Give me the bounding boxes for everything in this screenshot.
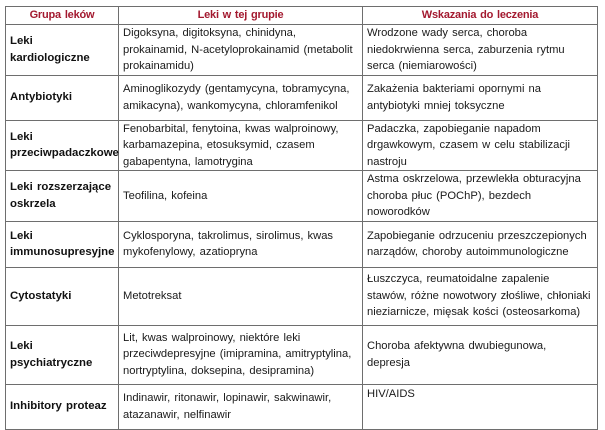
cell-group: Inhibitory proteaz [6, 384, 119, 429]
table-row [6, 325, 598, 384]
table-header [6, 7, 598, 25]
table-row [6, 384, 598, 429]
cell-drugs: Indinawir, ritonawir, lopinawir, sakwinawir, atazanawir, nelfinawir [119, 384, 363, 429]
cell-drugs: Metotreksat [119, 267, 363, 325]
table-row [6, 120, 598, 171]
cell-group: Antybiotyki [6, 75, 119, 120]
cell-drugs: Digoksyna, digitoksyna, chinidyna, prokainamid, N-acetyloprokainamid (metabolit prokainamidu) [119, 25, 363, 76]
cell-group: Leki rozszerzające oskrzela [6, 171, 119, 222]
header-drug-group: Grupa leków [6, 7, 119, 25]
cell-drugs: Lit, kwas walproinowy, niektóre leki przeciwdepresyjne (imipramina, amitryptylina, nortryptylina, doksepina, desipramina) [119, 325, 363, 384]
table-row [6, 171, 598, 222]
cell-indications: HIV/AIDS [363, 384, 598, 429]
cell-group: Leki kardiologiczne [6, 25, 119, 76]
cell-drugs: Teofilina, kofeina [119, 171, 363, 222]
cell-group: Leki immunosupresyjne [6, 221, 119, 267]
table-row [6, 221, 598, 267]
cell-indications: Zakażenia bakteriami opornymi na antybiotyki mniej toksyczne [363, 75, 598, 120]
table-row [6, 25, 598, 76]
cell-indications: Padaczka, zapobieganie napadom drgawkowym, czasem w celu stabilizacji nastroju [363, 120, 598, 171]
header-row [6, 7, 598, 25]
cell-group: Leki psychiatryczne [6, 325, 119, 384]
cell-indications: Astma oskrzelowa, przewlekła obturacyjna choroba płuc (POChP), bezdech noworodków [363, 171, 598, 222]
cell-group: Leki przeciwpadaczkowe [6, 120, 119, 171]
cell-indications: Zapobieganie odrzuceniu przeszczepionych narządów, choroby autoimmunologiczne [363, 221, 598, 267]
cell-drugs: Fenobarbital, fenytoina, kwas walproinowy, karbamazepina, etosuksymid, czasem gabapentyna, lamotrygina [119, 120, 363, 171]
cell-indications: Łuszczyca, reumatoidalne zapalenie stawów, różne nowotwory złośliwe, chłoniaki nieziarnicze, mięsak kości (osteosarkoma) [363, 267, 598, 325]
cell-drugs: Cyklosporyna, takrolimus, sirolimus, kwas mykofenylowy, azatiopryna [119, 221, 363, 267]
cell-group: Cytostatyki [6, 267, 119, 325]
header-drugs-in-group: Leki w tej grupie [119, 7, 363, 25]
header-indications: Wskazania do leczenia [363, 7, 598, 25]
drug-monitoring-table [5, 6, 598, 430]
cell-indications: Wrodzone wady serca, choroba niedokrwienna serca, zaburzenia rytmu serca (niemiarowości) [363, 25, 598, 76]
table-row [6, 267, 598, 325]
cell-indications: Choroba afektywna dwubiegunowa, depresja [363, 325, 598, 384]
cell-drugs: Aminoglikozydy (gentamycyna, tobramycyna, amikacyna), wankomycyna, chloramfenikol [119, 75, 363, 120]
table-body [6, 25, 598, 430]
table-row [6, 75, 598, 120]
